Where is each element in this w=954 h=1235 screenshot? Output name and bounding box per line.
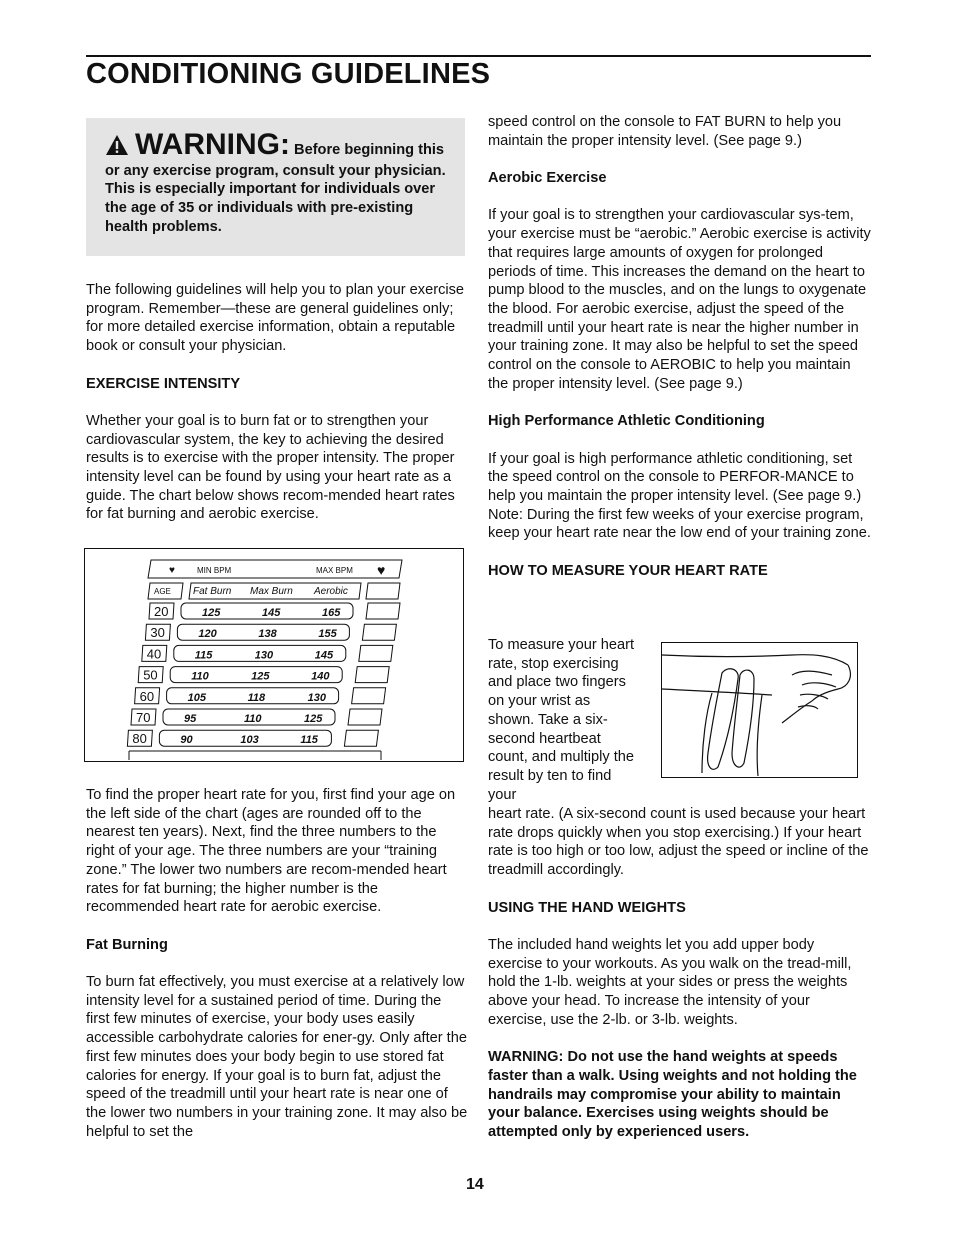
bpm-value: 145	[262, 607, 281, 619]
spare-box	[359, 645, 393, 661]
column-header-2: Max Burn	[250, 586, 293, 597]
bpm-value: 125	[202, 607, 221, 619]
aerobic-heading: Aerobic Exercise	[488, 170, 607, 187]
column-header-1: Fat Burn	[193, 586, 232, 597]
aerobic-paragraph: If your goal is to strengthen your cardiovascular sys-tem, your exercise must be “aerobic.” Aerobic exercise is activity that requires large amounts of oxygen for prolonged periods of time. This increases the demand on the heart to pump blood to the muscles, and on the lungs to oxygenate the blood. For aerobic exercise, adjust the speed of the treadmill until your heart rate is near the higher number in your training zone. It may also be helpful to set the speed control on the console to AEROBIC to help you maintain the proper intensity level. (See page 9.)	[488, 207, 871, 392]
max-bpm-label: MAX BPM	[316, 566, 353, 575]
fat-burning-paragraph: To burn fat effectively, you must exercise at a relatively low intensity level for a sustained period of time. During the first few minutes of exercise, your body uses easily accessible carbohydrate calories for ener-gy. Only after the first few minutes does your body begin to use stored fat calories for energy. If your goal is to burn fat, adjust the speed of the treadmill until your heart rate is near one of the lower two numbers in your training zone. It may also be helpful to set the	[86, 974, 468, 1140]
bpm-value: 145	[314, 649, 334, 662]
bpm-value: 125	[304, 713, 323, 725]
spare-box	[348, 709, 382, 725]
bpm-value: 165	[322, 607, 341, 619]
heart-rate-chart	[84, 548, 464, 762]
title-rule	[86, 55, 871, 57]
warning-text-block	[105, 130, 450, 237]
bpm-value: 155	[318, 628, 337, 641]
hand-wrist-icon	[662, 643, 856, 776]
warning-message: Before beginning this or any exercise program, consult your physician. This is especially important for individuals over the age of 35 or individuals with pre-existing health problems.	[105, 142, 446, 235]
hand-weights-warning: WARNING: Do not use the hand weights at speeds faster than a walk. Using weights and not holding the handrails may compromise your ability to maintain your balance. Exercises using weights should be attempted only by experienced users.	[488, 1049, 857, 1140]
bpm-value: 138	[258, 628, 277, 641]
right-column-lower	[488, 805, 872, 1160]
exercise-intensity-heading: EXERCISE INTENSITY	[86, 375, 241, 392]
page-title: CONDITIONING GUIDELINES	[86, 58, 491, 90]
bpm-value: 103	[240, 734, 259, 747]
bottom-row-sides	[129, 751, 381, 760]
heart-large-icon: ♥	[377, 562, 386, 578]
bpm-value: 110	[191, 670, 209, 683]
spare-box	[344, 730, 378, 746]
age-value: 30	[150, 625, 165, 641]
hpac-paragraph: If your goal is high performance athletic conditioning, set the speed control on the console to PERFOR-MANCE to help you maintain the proper intensity level. (See page 9.) Note: During the first few weeks of your exercise program, keep your heart rate near the low end of your training zone.	[488, 450, 871, 542]
chart-header-frame	[148, 560, 402, 578]
intro-paragraph: The following guidelines will help you to plan your exercise program. Remember—these are general guidelines only; for more detailed exercise information, obtain a reputable book or consult your physician.	[86, 282, 465, 355]
hand-weights-paragraph: The included hand weights let you add upper body exercise to your workouts. As you walk on the tread-mill, hold the 1-lb. weights at your sides or press the weights above your head. To increase the intensity of your exercise, use the 2-lb. or 3-lb. weights.	[488, 936, 852, 1028]
bpm-value: 120	[198, 628, 217, 641]
age-value: 80	[132, 731, 147, 747]
find-heart-rate-paragraph: To find the proper heart rate for you, first find your age on the left side of the chart (ages are rounded off to the nearest ten years). Next, find the three numbers to the right of your age. The three numbers are your “training zone.” The lower two numbers are recom-mended heart rates for fat burning; the higher number is the recommended heart rate for aerobic exercise.	[86, 787, 456, 916]
age-value: 50	[143, 667, 158, 683]
bpm-value: 90	[180, 734, 193, 747]
bpm-value: 110	[244, 713, 262, 725]
spare-box	[352, 688, 386, 704]
measure-paragraph-part2: heart rate. (A six-second count is used because your heart rate drops quickly when you stop exercising.) If your heart rate is too high or too low, adjust the speed or incline of the treadmill accordingly.	[488, 806, 869, 879]
page-number: 14	[466, 1176, 484, 1193]
age-value: 40	[146, 646, 162, 662]
heart-small-icon: ♥	[169, 565, 175, 576]
hpac-heading: High Performance Athletic Conditioning	[488, 413, 765, 430]
exercise-intensity-paragraph: Whether your goal is to burn fat or to strengthen your cardiovascular system, the key to achieving the desired results is to exercise with the proper intensity. The proper intensity level can be found by using your heart rate as a guide. The chart below shows recom-mended heart rates for fat burning and aerobic exercise.	[86, 412, 455, 523]
fat-burning-heading: Fat Burning	[86, 936, 168, 953]
bpm-value: 115	[194, 649, 213, 662]
warning-label: WARNING:	[135, 128, 290, 161]
age-value: 20	[154, 604, 169, 619]
wrist-pulse-illustration	[661, 642, 858, 778]
bpm-value: 125	[251, 670, 270, 683]
right-column	[488, 113, 872, 599]
warning-box	[86, 118, 465, 256]
bpm-value: 105	[187, 691, 206, 704]
aerobic-header-spare-box	[366, 583, 400, 599]
column-header-3: Aerobic	[314, 586, 348, 597]
measure-heading: HOW TO MEASURE YOUR HEART RATE	[488, 562, 768, 579]
left-column-lower	[86, 786, 468, 1160]
bpm-value: 115	[300, 734, 318, 747]
left-column	[86, 281, 468, 543]
bpm-value: 118	[247, 691, 266, 704]
bpm-value: 95	[184, 713, 197, 725]
hand-weights-heading: USING THE HAND WEIGHTS	[488, 899, 686, 916]
bpm-value: 140	[311, 670, 330, 683]
age-value: 70	[136, 710, 151, 725]
age-value: 60	[139, 688, 155, 704]
min-bpm-label: MIN BPM	[197, 566, 232, 575]
spare-box	[366, 603, 400, 619]
spare-box	[362, 624, 396, 640]
bpm-value: 130	[307, 691, 326, 704]
warning-triangle-icon	[105, 134, 129, 162]
age-header-label: AGE	[154, 587, 171, 596]
heart-rate-chart-graphic	[85, 549, 462, 760]
measure-paragraph-part1: To measure your heart rate, stop exercising and place two fingers on your wrist as shown. Take a six-second heartbeat count, and multiply the result by ten to find your	[488, 637, 635, 803]
spare-box	[355, 667, 389, 683]
bpm-value: 130	[254, 649, 274, 662]
fat-burning-continued: speed control on the console to FAT BURN to help you maintain the proper intensity level. (See page 9.)	[488, 114, 842, 149]
